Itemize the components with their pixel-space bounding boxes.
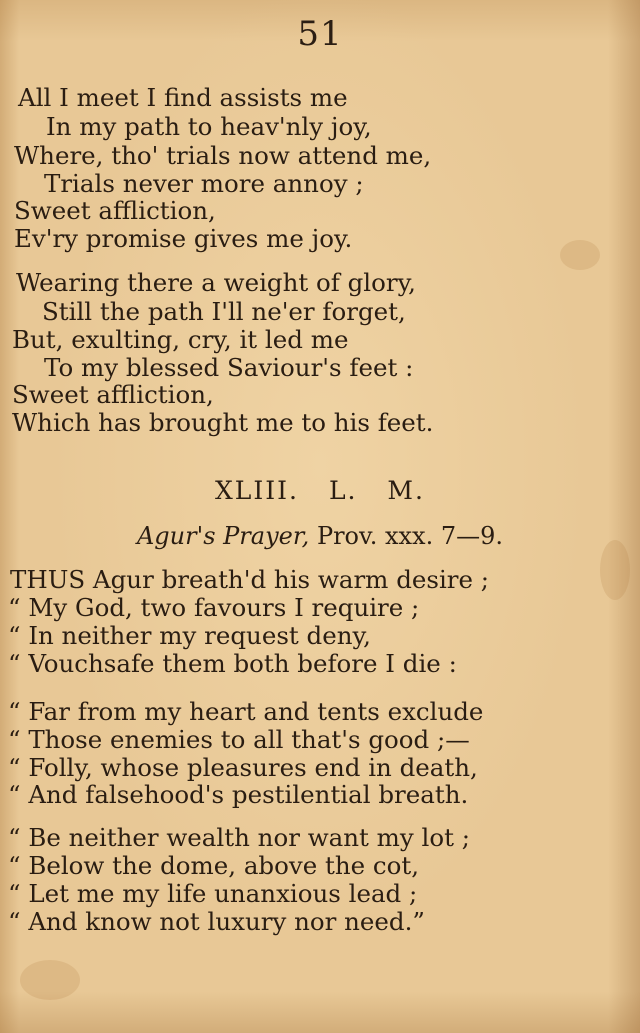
hymn-number: XLIII. (215, 476, 299, 505)
verse-line: Where, tho' trials now attend me, (14, 141, 432, 170)
verse-line: “ And know not luxury nor need.” (8, 907, 425, 936)
hymn-subtitle (0, 522, 640, 550)
verse-line: “ And falsehood's pestilential breath. (8, 780, 469, 809)
verse-line: THUS Agur breath'd his warm desire ; (10, 565, 490, 594)
hymn-meter: L. M. (328, 476, 425, 505)
verse-line: “ Below the dome, above the cot, (8, 851, 419, 880)
verse-line: To my blessed Saviour's feet : (44, 353, 414, 382)
verse-line: “ Vouchsafe them both before I die : (8, 649, 457, 678)
verse-line: “ Those enemies to all that's good ;— (8, 725, 470, 754)
verse-line: In my path to heav'nly joy, (46, 112, 372, 141)
page-number: 51 (297, 14, 343, 54)
verse-line: All I meet I find assists me (18, 83, 348, 112)
scripture-reference: Prov. xxx. 7—9. (316, 522, 504, 550)
verse-line: Sweet affliction, (12, 380, 214, 409)
verse-line: Wearing there a weight of glory, (16, 268, 416, 297)
verse-line: Still the path I'll ne'er forget, (42, 297, 406, 326)
verse-line: “ Far from my heart and tents exclude (8, 697, 484, 726)
verse-line: But, exulting, cry, it led me (12, 325, 349, 354)
verse-line: “ Let me my life unanxious lead ; (8, 879, 418, 908)
verse-line: Ev'ry promise gives me joy. (14, 224, 353, 253)
verse-line: “ My God, two favours I require ; (8, 593, 420, 622)
paper-stain (560, 240, 600, 270)
verse-line: “ In neither my request deny, (8, 621, 371, 650)
verse-line: Which has brought me to his feet. (12, 408, 434, 437)
hymn-heading (0, 476, 640, 505)
hymn-title: Agur's Prayer, (136, 522, 310, 550)
verse-line: “ Folly, whose pleasures end in death, (8, 753, 478, 782)
paper-stain (20, 960, 80, 1000)
verse-line: Sweet affliction, (14, 196, 216, 225)
verse-line: “ Be neither wealth nor want my lot ; (8, 823, 471, 852)
verse-line: Trials never more annoy ; (44, 169, 364, 198)
